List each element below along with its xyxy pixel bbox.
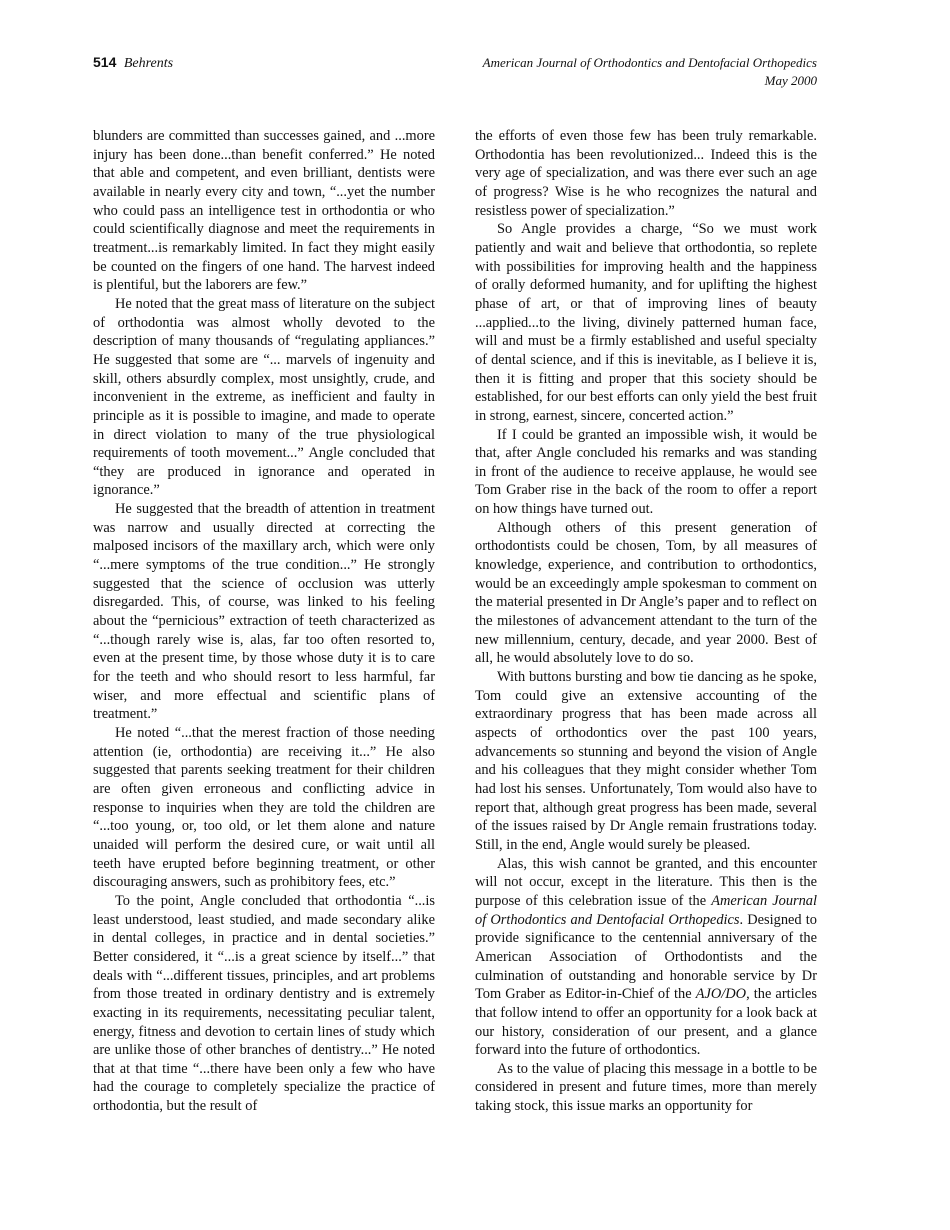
journal-abbreviation-italic: AJO/DO [695, 986, 747, 1003]
text-segment: Alas, this wish cannot be granted, and this encounter will not occur, except in the literature. This then is the purpose of this celebration issue of the [475, 855, 817, 909]
paragraph: He suggested that the breadth of attention in treatment was narrow and usually directed at correcting the malposed incisors of the maxillary arch, which were only “...mere symptoms of the true condition...” He strongly suggested that the science of occlusion was utterly disregarded. This, of course, was linked to his feeling about the “pernicious” extraction of teeth characterized as “...though rarely wise is, alas, far too often resorted to, even at the present time, by those whose duty it is to care for the teeth and who should resort to less harmful, far wiser, and more effectual and scientific plans of treatment.” [93, 501, 435, 723]
paragraph: blunders are committed than successes gained, and ...more injury has been done...than benefit conferred.” He noted that able and competent, and even brilliant, dentists were available in nearly every city and town, “...yet the number who could pass an intelligence test in orthodontia or who could scientifically diagnose and meet the requirements in treatment...is remarkably limited. In fact they might easily be counted on the fingers of one hand. The harvest indeed is plentiful, but the laborers are few.” [93, 128, 435, 294]
running-header-right [483, 54, 817, 90]
text-segment: . Designed to provide significance to the centennial anniversary of the American Association of Orthodontists and the culmination of outstanding and honorable service by Dr Tom Graber as Editor-in-Chief of the [475, 911, 817, 1003]
right-column [475, 127, 817, 1116]
paragraph: With buttons bursting and bow tie dancing as he spoke, Tom could give an extensive accounting of the extraordinary progress that has been made across all aspects of orthodontics over the past 100 years, advancements so stunning and beyond the vision of Angle and his colleagues that they might consider whether Tom had lost his senses. Unfortunately, Tom would also have to report that, although great progress has been made, several of the issues raised by Dr Angle remain frustrations today. Still, in the end, Angle would surely be pleased. [475, 669, 817, 853]
journal-name-italic: American Journal of Orthodontics and Dentofacial Orthopedics [475, 892, 818, 928]
paragraph: the efforts of even those few has been truly remarkable. Orthodontia has been revolutionized... Indeed this is the very age of specialization, and was there ever such an age of progress? Wise is he who recognizes the natural and resistless power of specialization.” [475, 128, 817, 219]
author-name: Behrents [123, 56, 174, 71]
paragraph: So Angle provides a charge, “So we must work patiently and wait and believe that orthodontia, so replete with possibilities for improving health and the happiness of orally deformed humanity, and for uplifting the highest phase of art, or that of improving lines of beauty ...applied...to the living, divinely patterned human face, will and must be a firmly established and useful specialty of dental science, and if this is inevitable, as I believe it is, then it is fitting and proper that this society should be established, for our best efforts can only yield the best fruit in strong, earnest, sincere, concerted action.” [475, 221, 817, 424]
journal-title: American Journal of Orthodontics and Dentofacial Orthopedics [482, 55, 817, 70]
paragraph: As to the value of placing this message in a bottle to be considered in present and future times, more than merely taking stock, this issue marks an opportunity for [475, 1060, 817, 1115]
paragraph: To the point, Angle concluded that orthodontia “...is least understood, least studied, and made secondary alike in dental colleges, in practice and in dental societies.” Better considered, it “...is a great science by itself...” that deals with “...different tissues, principles, and art problems from those treated in ordinary dentistry and is extremely exacting in its requirements, necessitating peculiar talent, energy, fitness and devotion to certain lines of study which are unlike those of other branches of dentistry...” He noted that at that time “...there have been only a few who have had the courage to completely specialize the practice of orthodontia, but the result of [93, 892, 435, 1115]
running-header-left [93, 54, 173, 72]
paragraph: He noted that the great mass of literature on the subject of orthodontia was almost wholly devoted to the description of many thousands of “regulating appliances.” He suggested that some are “... marvels of ingenuity and skill, others absurdly complex, most unsightly, crude, and inconvenient in the extreme, as inefficient and faulty in principle as it is possible to imagine, and made to operate in direct violation to many of the true physiological requirements of tooth movement...” Angle concluded that “they are produced in ignorance and operated in ignorance.” [93, 295, 435, 499]
text-segment: , the articles that follow intend to offer an opportunity for a look back at our history, consideration of our present, and a glance forward into the future of orthodontics. [475, 986, 817, 1059]
paragraph: If I could be granted an impossible wish, it would be that, after Angle concluded his remarks and was standing in front of the audience to receive applause, he would see Tom Graber rise in the back of the room to offer a report on how things have turned out. [475, 426, 817, 518]
issue-date: May 2000 [764, 73, 817, 88]
page-number: 514 [93, 54, 117, 70]
paragraph: Although others of this present generation of orthodontists could be chosen, Tom, by all measures of knowledge, experience, and contribution to orthodontics, would be an exceedingly ample spokesman to comment on the material presented in Dr Angle’s paper and to reflect on the milestones of advancement attendant to the turn of the new millennium, century, decade, and year 2000. Best of all, he would absolutely love to do so. [475, 519, 817, 667]
paragraph [475, 855, 817, 1060]
left-column [93, 127, 435, 1116]
paragraph: He noted “...that the merest fraction of those needing attention (ie, orthodontia) are receiving it...” He also suggested that parents seeking treatment for their children are often given erroneous and conflicting advice in response to inquiries when they are told the children are “...too young, or, too old, or let them alone and nature unaided will perform the desired cure, or wait until all teeth have erupted before beginning treatment, or other discouraging answers, such as prohibitory fees, etc.” [93, 725, 435, 891]
